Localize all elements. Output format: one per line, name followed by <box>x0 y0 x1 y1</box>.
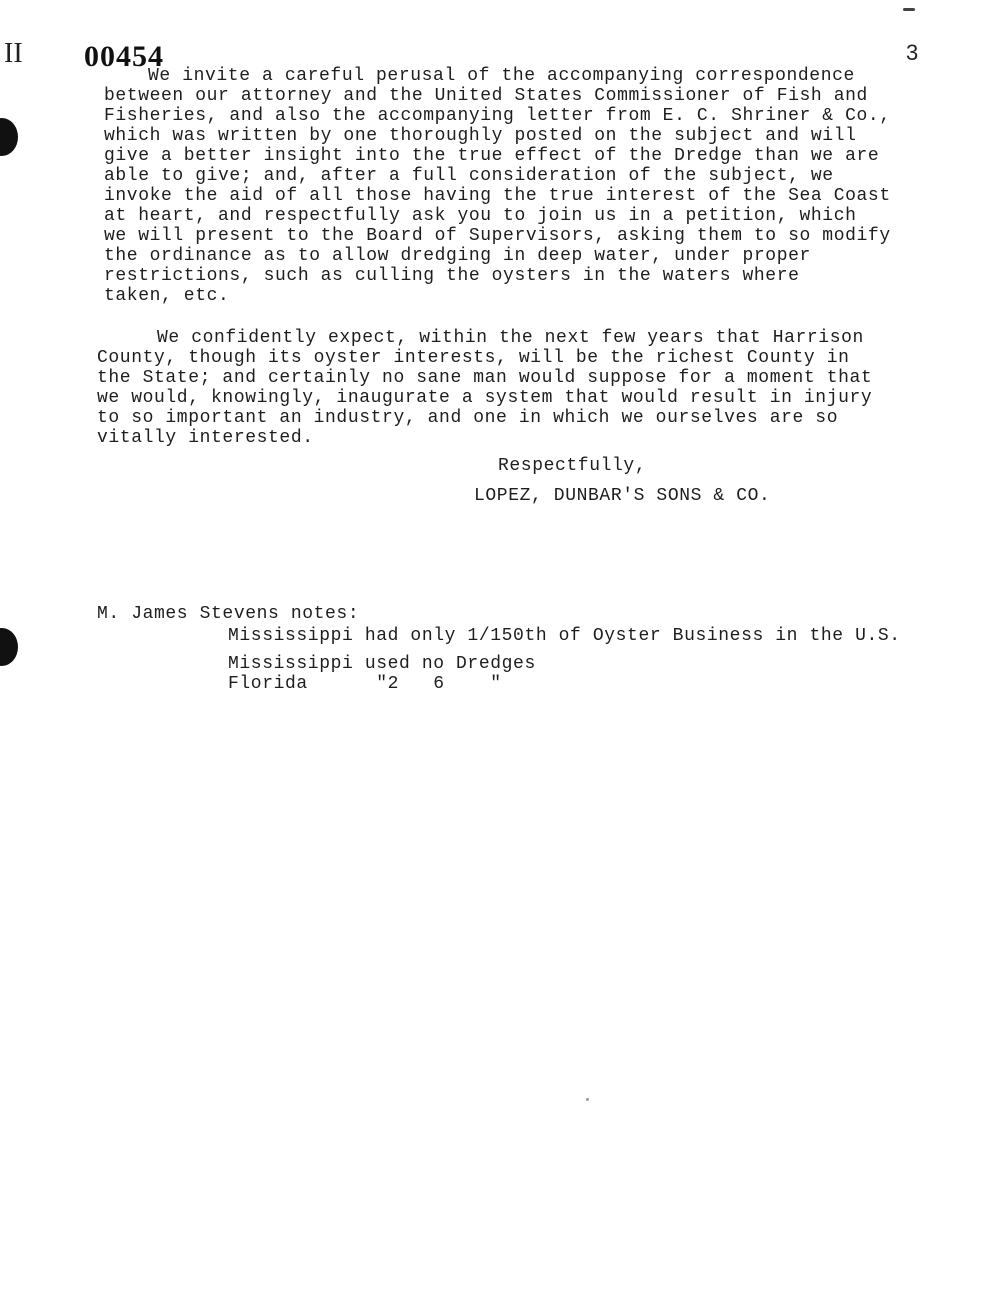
text-line: between our attorney and the United States Commissioner of Fish and <box>104 86 868 106</box>
text-line: to so important an industry, and one in which we ourselves are so <box>97 408 839 428</box>
notes-heading: M. James Stevens notes: <box>97 604 360 624</box>
text-line: County, though its oyster interests, will be the richest County in <box>97 348 850 368</box>
text-line: the State; and certainly no sane man would suppose for a moment that <box>97 368 873 388</box>
page-number: 3 <box>906 40 919 65</box>
valediction: Respectfully, <box>498 456 647 476</box>
text-line: which was written by one thoroughly posted on the subject and will <box>104 126 857 146</box>
signatory: LOPEZ, DUNBAR'S SONS & CO. <box>474 486 771 506</box>
text-line: at heart, and respectfully ask you to join us in a petition, which <box>104 206 857 226</box>
text-line: vitally interested. <box>97 428 314 448</box>
punch-hole <box>0 118 18 156</box>
text-line: we will present to the Board of Supervisors, asking them to so modify <box>104 226 891 246</box>
text-line: We confidently expect, within the next few years that Harrison <box>157 328 864 348</box>
document-stamp-number: 00454 <box>84 40 164 73</box>
roman-numeral-mark: II <box>4 38 23 69</box>
text-line: We invite a careful perusal of the accompanying correspondence <box>148 66 855 86</box>
text-line: invoke the aid of all those having the true interest of the Sea Coast <box>104 186 891 206</box>
note-line: Mississippi used no Dredges <box>228 654 536 674</box>
text-line: taken, etc. <box>104 286 230 306</box>
text-line: the ordinance as to allow dredging in deep water, under proper <box>104 246 811 266</box>
text-line: Fisheries, and also the accompanying letter from E. C. Shriner & Co., <box>104 106 891 126</box>
note-line: Mississippi had only 1/150th of Oyster Business in the U.S. <box>228 626 901 646</box>
note-line: Florida "2 6 " <box>228 674 502 694</box>
paper-speck <box>586 1098 589 1101</box>
text-line: we would, knowingly, inaugurate a system that would result in injury <box>97 388 873 408</box>
text-line: restrictions, such as culling the oysters in the waters where <box>104 266 800 286</box>
punch-hole <box>0 628 18 666</box>
text-line: able to give; and, after a full consideration of the subject, we <box>104 166 834 186</box>
paper-speck <box>903 8 915 11</box>
text-line: give a better insight into the true effect of the Dredge than we are <box>104 146 880 166</box>
